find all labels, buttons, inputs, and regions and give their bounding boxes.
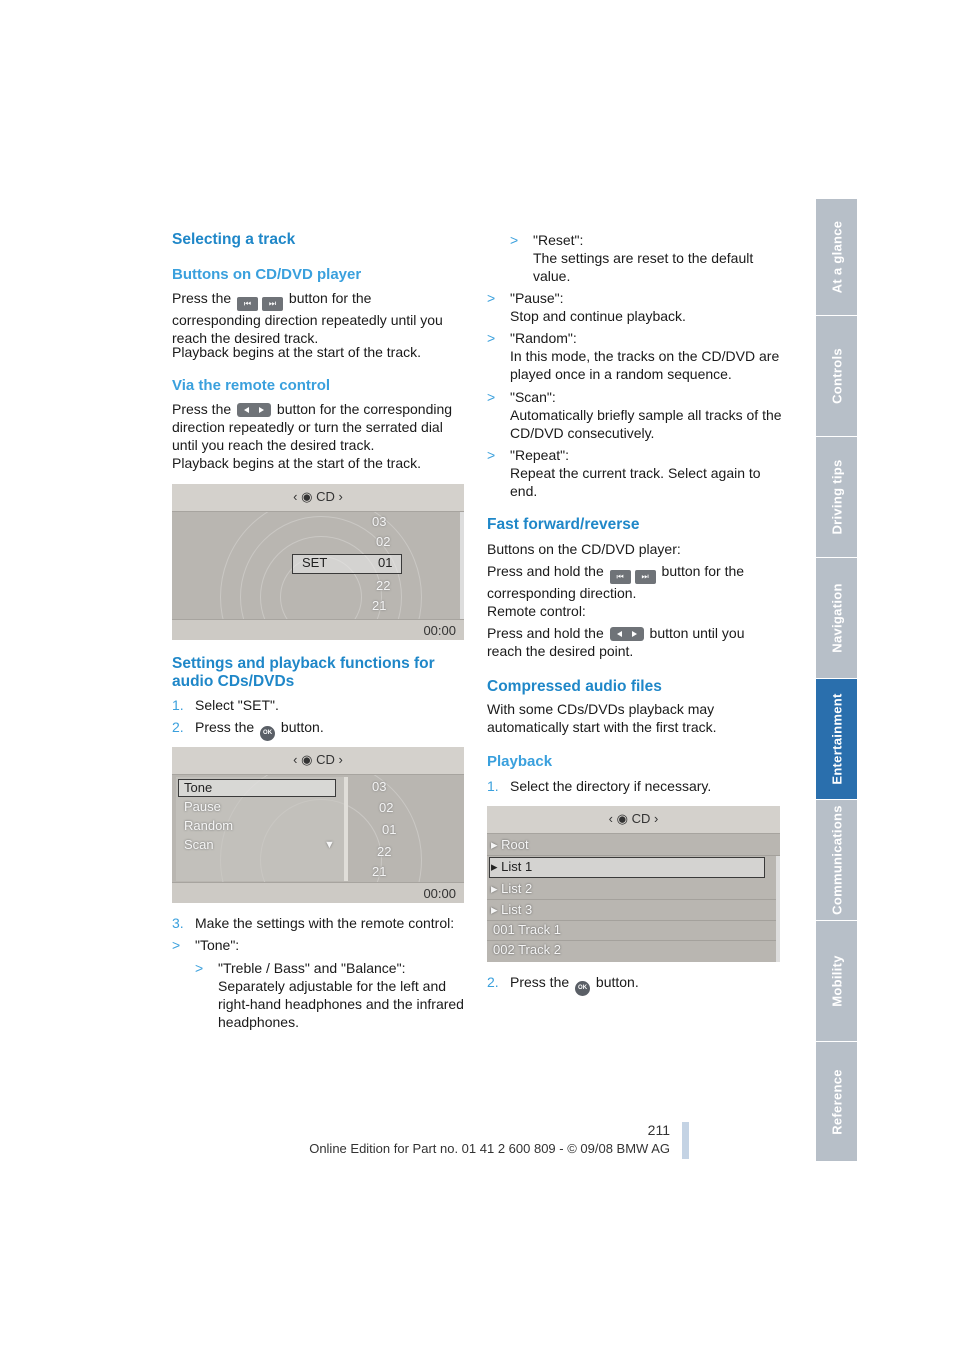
remote-paragraph-2: Playback begins at the start of the track.: [172, 455, 422, 471]
bullet-text: In this mode, the tracks on the CD/DVD are played once in a random sequence.: [510, 348, 780, 382]
directory-row: ▸ List 3: [491, 902, 533, 917]
directory-row: ▸ List 2: [491, 881, 533, 896]
text-fragment: Press the: [510, 974, 570, 990]
track-number: 22: [377, 844, 392, 859]
menu-item-pause: Pause: [184, 799, 221, 814]
bullet-tone: [172, 936, 464, 954]
step-number: 2.: [487, 974, 499, 990]
bullet-text: Automatically briefly sample all tracks of the CD/DVD consecutively.: [510, 407, 782, 441]
step-1: [172, 696, 464, 714]
ff-paragraph-2: [487, 562, 782, 602]
text-fragment: button until you reach the desired point.: [487, 625, 745, 659]
text-fragment: Press the: [195, 719, 255, 735]
menu-item-scan: Scan: [184, 837, 214, 852]
row-divider: [487, 899, 780, 900]
scroll-strip: [776, 856, 780, 962]
track-row: 001 Track 1: [493, 922, 561, 937]
ok-button-icon: OK: [260, 726, 275, 741]
screen-header: [172, 747, 464, 775]
cd-screen-directory: [487, 806, 780, 962]
tab-reference[interactable]: [816, 1041, 857, 1161]
step-number: 1.: [172, 697, 184, 713]
menu-item-tone: Tone: [184, 780, 213, 795]
tab-entertainment[interactable]: [816, 678, 857, 799]
tab-label: Controls: [829, 348, 844, 404]
track-row: 002 Track 2: [493, 942, 561, 957]
text-fragment: Press the: [172, 290, 232, 306]
page-number: 211: [647, 1122, 670, 1138]
ff-paragraph-1: Buttons on the CD/DVD player:: [487, 541, 681, 557]
heading-playback: Playback: [487, 753, 553, 770]
track-number: 01: [382, 822, 397, 837]
scroll-strip: [460, 512, 464, 619]
heading-fast-forward: Fast forward/reverse: [487, 516, 640, 533]
track-number: 03: [372, 779, 387, 794]
bullet-pause: [487, 289, 782, 325]
tab-navigation[interactable]: [816, 557, 857, 678]
row-label: List 3: [501, 902, 533, 917]
text-fragment: button.: [595, 974, 639, 990]
heading-remote-control: Via the remote control: [172, 377, 331, 394]
tab-label: At a glance: [829, 220, 844, 294]
bullet-title: "Scan":: [510, 389, 556, 405]
bullet-marker: >: [172, 937, 181, 953]
elapsed-time: 00:00: [423, 886, 456, 901]
source-text: CD: [631, 811, 651, 826]
tab-label: Navigation: [829, 583, 844, 653]
skip-buttons-icon: ⏮ ⏭: [608, 565, 658, 584]
bullet-text: "Treble / Bass" and "Balance": Separately adjustable for the left and right-hand headphones and the infrared headphones.: [218, 960, 464, 1030]
source-label: ‹ ◉ CD ›: [293, 489, 343, 504]
remote-rocker-icon: [237, 403, 271, 417]
remote-paragraph: [172, 400, 464, 454]
heading-settings-playback: Settings and playback functions for audio CDs/DVDs: [172, 655, 435, 690]
track-number: 02: [376, 534, 391, 549]
text-fragment: button for the corresponding direction.: [487, 563, 745, 601]
bullet-marker: >: [195, 960, 204, 976]
bullet-title: "Reset":: [533, 232, 584, 248]
cd-screen-set: [172, 484, 464, 640]
text-fragment: button for the corresponding direction repeatedly or turn the serrated dial until you reach the desired track.: [172, 401, 453, 453]
step-text: Select "SET".: [195, 697, 279, 713]
bullet-marker: >: [510, 232, 519, 248]
tab-label: Mobility: [829, 955, 844, 1007]
track-number: 03: [372, 514, 387, 529]
track-number: 21: [372, 598, 387, 613]
tab-label: Reference: [829, 1068, 844, 1135]
track-number: 21: [372, 864, 387, 879]
step-3: [172, 914, 464, 932]
bullet-text: The settings are reset to the default value.: [533, 250, 754, 284]
directory-row: ▸ Root: [491, 837, 529, 852]
step-number: 2.: [172, 719, 184, 735]
heading-selecting-track: Selecting a track: [172, 231, 296, 248]
track-number: 01: [378, 555, 393, 570]
bullet-scan: [487, 388, 782, 442]
tab-mobility[interactable]: [816, 920, 857, 1041]
tab-label: Entertainment: [829, 693, 844, 785]
track-number: 22: [376, 578, 391, 593]
screen-footer: [172, 619, 464, 640]
row-label: List 2: [501, 881, 533, 896]
bullet-text: Stop and continue playback.: [510, 308, 686, 324]
tab-at-a-glance[interactable]: [816, 198, 857, 315]
buttons-paragraph-2: Playback begins at the start of the track.: [172, 344, 422, 360]
skip-buttons-icon: ⏮ ⏭: [235, 292, 285, 311]
step-number: 1.: [487, 778, 499, 794]
footer-accent-bar: [682, 1122, 689, 1159]
bullet-title: "Pause":: [510, 290, 564, 306]
source-text: CD: [316, 752, 335, 767]
directory-row: ▸ List 1: [491, 859, 533, 874]
tab-label: Driving tips: [829, 459, 844, 535]
step-text: Select the directory if necessary.: [510, 778, 712, 794]
buttons-paragraph: [172, 289, 464, 347]
screen-footer: [172, 882, 464, 903]
set-option: SET: [302, 555, 328, 570]
bullet-marker: >: [487, 290, 496, 306]
remote-rocker-icon: [610, 627, 644, 641]
tab-label: Communications: [829, 805, 844, 915]
bullet-repeat: [487, 446, 782, 500]
heading-buttons-on-player: Buttons on CD/DVD player: [172, 266, 362, 283]
bullet-title: "Random":: [510, 330, 577, 346]
tab-communications[interactable]: [816, 799, 857, 920]
compressed-paragraph: With some CDs/DVDs playback may automatically start with the first track.: [487, 701, 717, 735]
tab-controls[interactable]: [816, 315, 857, 436]
bullet-random: [487, 329, 782, 383]
text-fragment: Press and hold the: [487, 563, 604, 579]
row-label: Root: [501, 837, 529, 852]
screen-header: [172, 484, 464, 512]
bullet-marker: >: [487, 330, 496, 346]
source-text: CD: [316, 489, 335, 504]
source-label: ‹ ◉ CD ›: [293, 752, 343, 767]
text-fragment: Press and hold the: [487, 625, 604, 641]
ff-paragraph-3: Remote control:: [487, 603, 586, 619]
step-2: [172, 718, 464, 741]
tab-driving-tips[interactable]: [816, 436, 857, 557]
step-text: Make the settings with the remote control:: [195, 915, 455, 931]
bullet-text: Repeat the current track. Select again to end.: [510, 465, 761, 499]
text-fragment: Press the: [172, 401, 232, 417]
heading-compressed-audio: Compressed audio files: [487, 678, 662, 695]
track-number: 02: [379, 800, 394, 815]
row-label: List 1: [501, 859, 533, 874]
source-label: ‹ ◉ CD ›: [608, 811, 659, 826]
text-fragment: button.: [280, 719, 324, 735]
bullet-marker: >: [487, 447, 496, 463]
bullet-title: "Repeat":: [510, 447, 569, 463]
text-fragment: button for the corresponding direction repeatedly until you reach the desired track.: [172, 290, 443, 346]
bullet-text: "Tone":: [195, 937, 240, 953]
ok-button-icon: OK: [575, 981, 590, 996]
menu-item-random: Random: [184, 818, 234, 833]
screen-header: [487, 806, 780, 834]
playback-step-1: [487, 777, 782, 795]
bullet-marker: >: [487, 389, 496, 405]
edition-note: Online Edition for Part no. 01 41 2 600 809 - © 09/08 BMW AG: [309, 1141, 670, 1156]
row-divider: [487, 940, 780, 941]
cd-screen-menu: [172, 747, 464, 903]
step-number: 3.: [172, 915, 184, 931]
playback-step-2: [487, 973, 782, 996]
bullet-treble-bass: [195, 959, 464, 1031]
chevron-down-icon: ▼: [324, 839, 335, 851]
row-divider: [487, 855, 780, 856]
ff-paragraph-4: [487, 624, 782, 660]
row-divider: [487, 920, 780, 921]
elapsed-time: 00:00: [423, 623, 456, 638]
bullet-reset: [510, 231, 782, 285]
